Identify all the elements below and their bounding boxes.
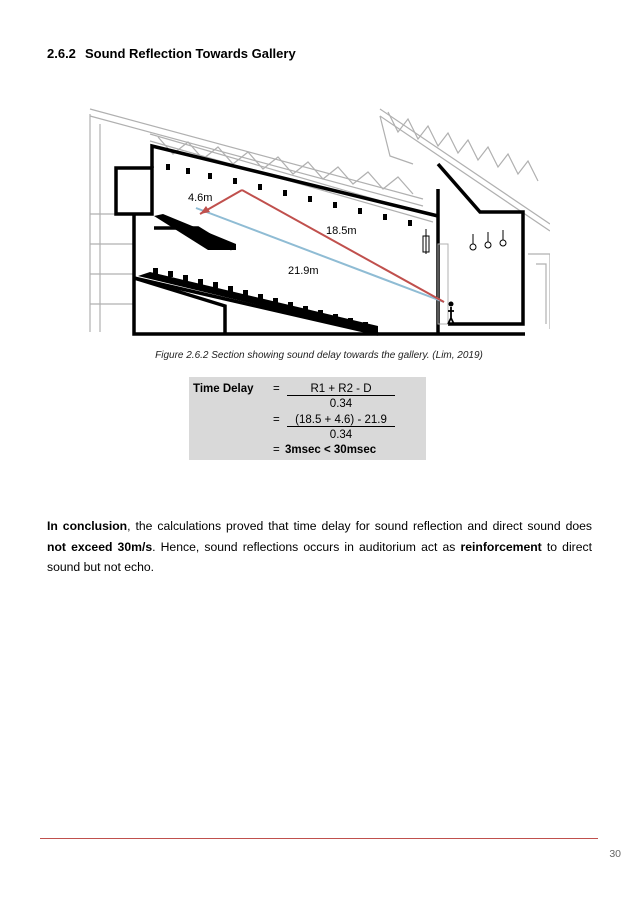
label-18-5m: 18.5m <box>326 225 357 237</box>
conclusion-paragraph <box>47 516 592 578</box>
section-number: 2.6.2 <box>47 46 76 61</box>
stalls-seating <box>138 272 378 334</box>
section-heading <box>47 46 296 61</box>
conclusion-text-2: . Hence, sound reflections occurs in auditorium act as <box>152 539 461 554</box>
label-21-9m: 21.9m <box>288 265 319 277</box>
conclusion-text-1: , the calculations proved that time delay for sound reflection and direct sound does <box>127 519 593 533</box>
conclusion-text-3: to direct sound but not echo. <box>47 539 592 574</box>
calc-eq-2: = <box>273 414 280 426</box>
calc-denominator-2: 0.34 <box>329 429 353 441</box>
roof-truss <box>90 109 433 222</box>
performer-figure <box>448 302 454 325</box>
calc-label: Time Delay <box>193 383 254 395</box>
conclusion-emphasis-2: reinforcement <box>460 539 542 554</box>
auditorium-section-figure <box>88 104 550 340</box>
page-number: 30 <box>609 848 621 860</box>
calc-eq-3: = <box>273 444 280 456</box>
stage-lights <box>423 229 506 254</box>
time-delay-calculation <box>189 377 426 460</box>
calc-denominator-1: 0.34 <box>329 398 353 410</box>
conclusion-emphasis-1: not exceed 30m/s <box>47 539 153 554</box>
direct-sound-path <box>196 208 444 302</box>
calc-eq-1: = <box>273 383 280 395</box>
calc-result: 3msec < 30msec <box>285 444 377 456</box>
section-title: Sound Reflection Towards Gallery <box>85 46 296 61</box>
conclusion-lead: In conclusion <box>47 519 128 533</box>
calc-numerator-1: R1 + R2 - D <box>287 383 395 396</box>
figure-caption: Figure 2.6.2 Section showing sound delay towards the gallery. (Lim, 2019) <box>155 350 483 361</box>
reflection-path-long <box>242 190 444 302</box>
label-4-6m: 4.6m <box>188 192 213 204</box>
main-structure <box>116 146 525 334</box>
footer-rule <box>40 838 598 839</box>
calc-numerator-2: (18.5 + 4.6) - 21.9 <box>287 414 395 427</box>
auditorium-section-drawing <box>88 104 550 340</box>
